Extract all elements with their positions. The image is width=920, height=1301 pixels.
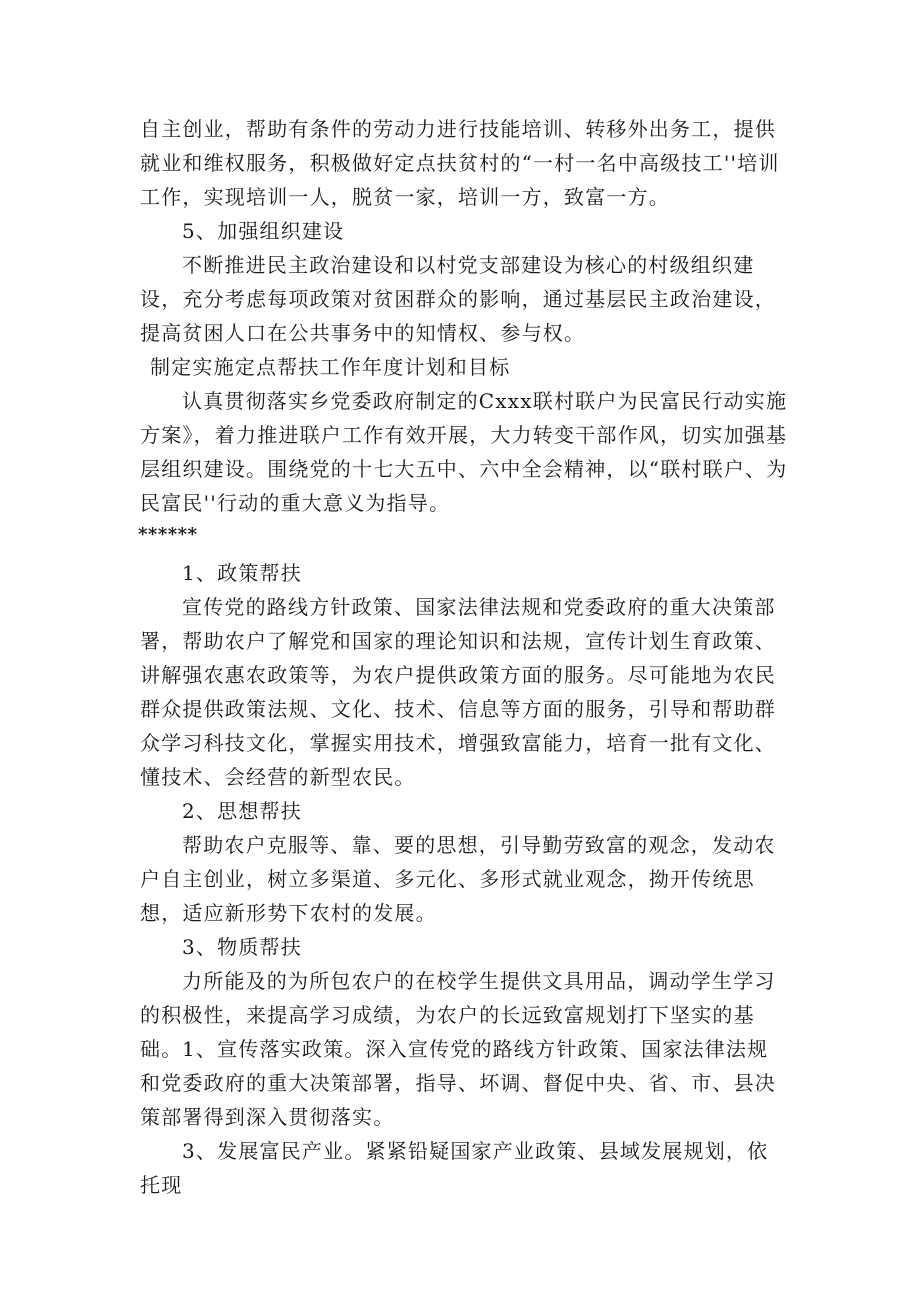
paragraph-develop-industry: 3、发展富民产业。紧紧铅疑国家产业政策、县域发展规划，依托现 bbox=[140, 1139, 769, 1197]
paragraph-publicize-policy: 1、宣传落实政策。深入宣传党的路线方针政策、国家法律法规和党委政府的重大决策部署，指导、坏调、督促中央、省、市、县决策部署得到深入贯彻落实。 bbox=[140, 1037, 776, 1129]
heading-1-policy: 1、政策帮扶 bbox=[182, 561, 302, 585]
heading-3-material: 3、物质帮扶 bbox=[182, 935, 302, 959]
paragraph-organization: 不断推进民主政治建设和以村党支部建设为核心的村级组织建设，充分考虑每项政策对贫困群众的影响，通过基层民主政治建设，提高贫困人口在公共事务中的知情权、参与权。 bbox=[140, 253, 776, 345]
paragraph-thought: 帮助农户克服等、靠、要的思想，引导勤劳致富的观念，发动农户自主创业，树立多渠道、多元化、多形式就业观念，拗开传统思想，适应新形势下农村的发展。 bbox=[140, 833, 776, 925]
heading-5-organization: 5、加强组织建设 bbox=[182, 219, 345, 243]
paragraph-plan: 认真贯彻落实乡党委政府制定的Cxxx联村联户为民富民行动实施方案》，着力推进联户工作有效开展，大力转变干部作风，切实加强基层组织建设。围绕党的十七大五中、六中全会精神，以“联村联户、为民富民''行动的重大意义为指导。 bbox=[140, 389, 788, 515]
subtitle-annual-plan: 制定实施定点帮扶工作年度计划和目标 bbox=[150, 355, 511, 379]
paragraph-intro: 自主创业，帮助有条件的劳动力进行技能培训、转移外出务工，提供就业和维权服务，积极做好定点扶贫村的“一村一名中高级技工''培训工作，实现培训一人，脱贫一家，培训一方，致富一方。 bbox=[140, 117, 780, 209]
heading-2-thought: 2、思想帮扶 bbox=[182, 799, 302, 823]
section-separator-stars: ****** bbox=[138, 524, 198, 545]
paragraph-material: 力所能及的为所包农户的在校学生提供文具用品，调动学生学习的积极性，来提高学习成绩，为农户的长远致富规划打下坚实的基础。 bbox=[140, 969, 776, 1061]
paragraph-policy: 宣传党的路线方针政策、国家法律法规和党委政府的重大决策部署，帮助农户了解党和国家的理论知识和法规，宣传计划生育政策、讲解强农惠农政策等，为农户提供政策方面的服务。尽可能地为农民群众提供政策法规、文化、技术、信息等方面的服务，引导和帮助群众学习科技文化，掌握实用技术，增强致富能力，培育一批有文化、懂技术、会经营的新型农民。 bbox=[140, 595, 776, 789]
